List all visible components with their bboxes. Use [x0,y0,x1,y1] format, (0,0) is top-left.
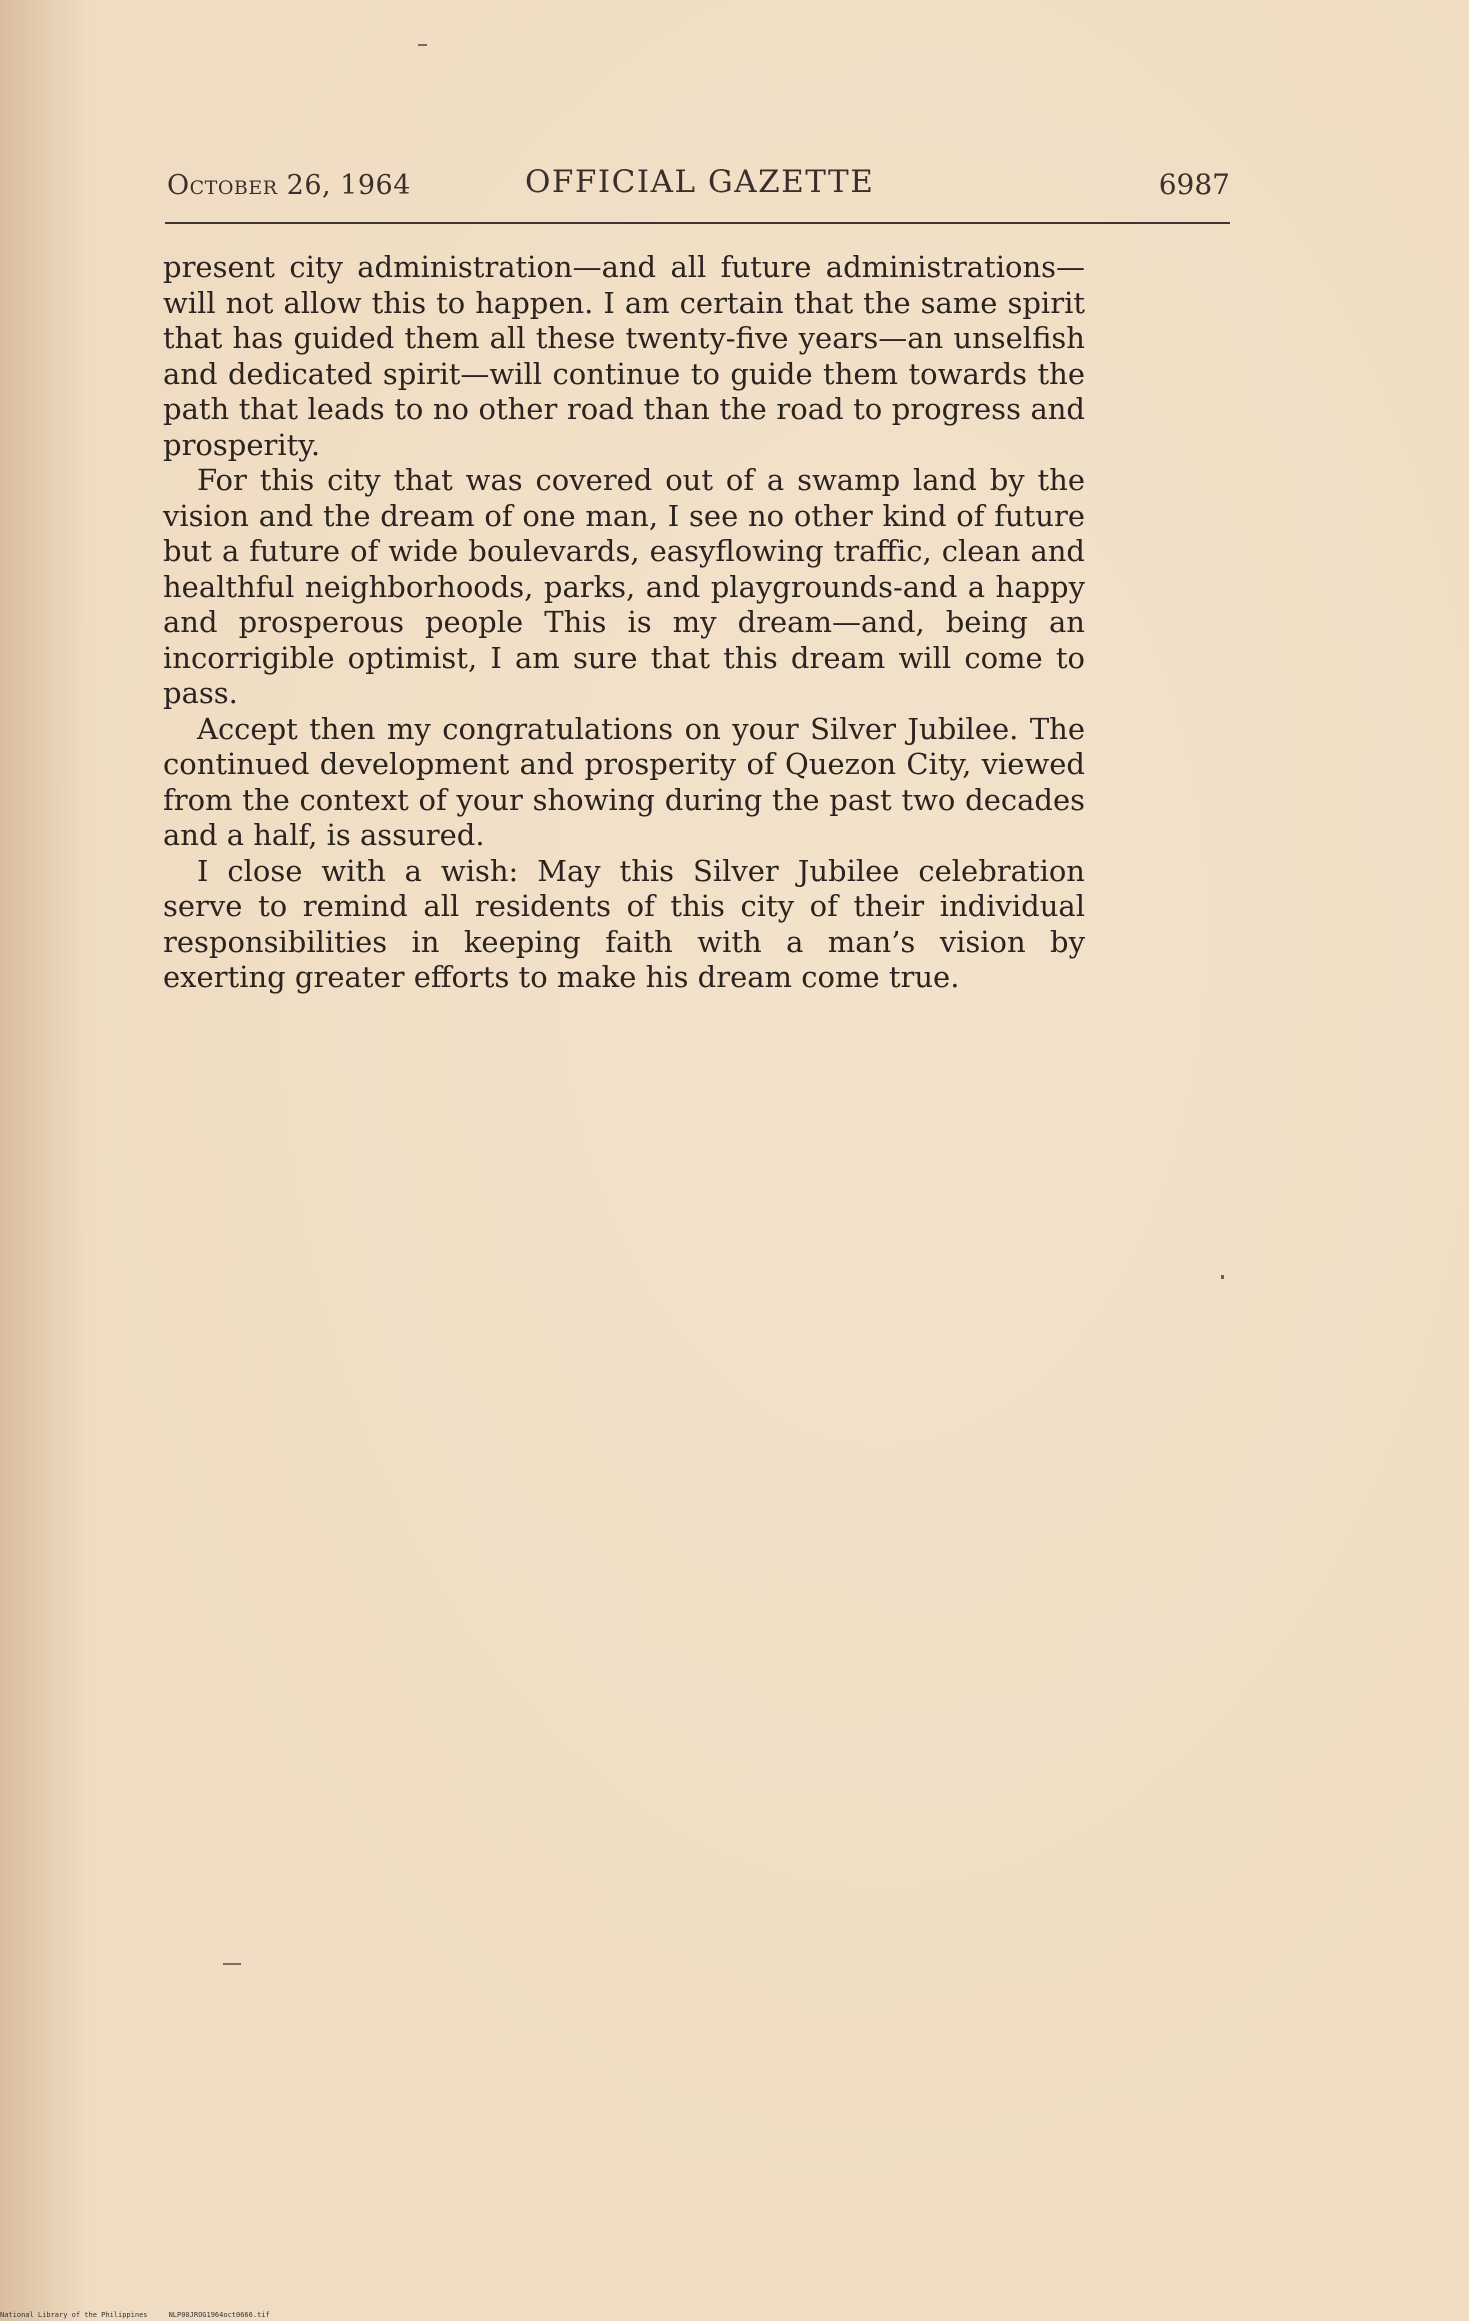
paragraph: For this city that was covered out of a swamp land by the vision and the dream of one man, I see no other kind of future but a future of wide boulevards, easyflowing traffic, clean and healthful neighborhoods, parks, and playgrounds-and a happy and prosperous people This is my dream—and, being an incorrigible optimist, I am sure that this dream will come to pass. [163,463,1085,710]
article-body [163,250,1085,996]
header-rule [165,222,1230,224]
paragraph: present city administration—and all future administrations—will not allow this to happen. I am certain that the same spirit that has guided them all these twenty-five years—an unselfish and dedicated spirit—will continue to guide them towards the path that leads to no other road than the road to progress and prosperity. [163,250,1085,462]
page-number: 6987 [1158,168,1230,201]
paragraph: I close with a wish: May this Silver Jubilee celebration serve to remind all residents of this city of their individual responsibilities in keeping faith with a man’s vision by exerting greater efforts to make his dream come true. [163,853,1085,994]
header-date: October 26, 1964 [167,170,411,201]
scan-speck [1221,1275,1224,1279]
scan-speck [223,1963,241,1965]
scan-speck [418,44,427,46]
page-header [165,162,1230,212]
paragraph: Accept then my congratulations on your Silver Jubilee. The continued development and prosperity of Quezon City, viewed from the context of your showing during the past two decades and a half, is assured. [163,711,1085,852]
scan-source-note: National Library of the Philippines NLP00JROG1964oct0666.tif [0,2311,270,2319]
header-title: OFFICIAL GAZETTE [525,164,875,200]
